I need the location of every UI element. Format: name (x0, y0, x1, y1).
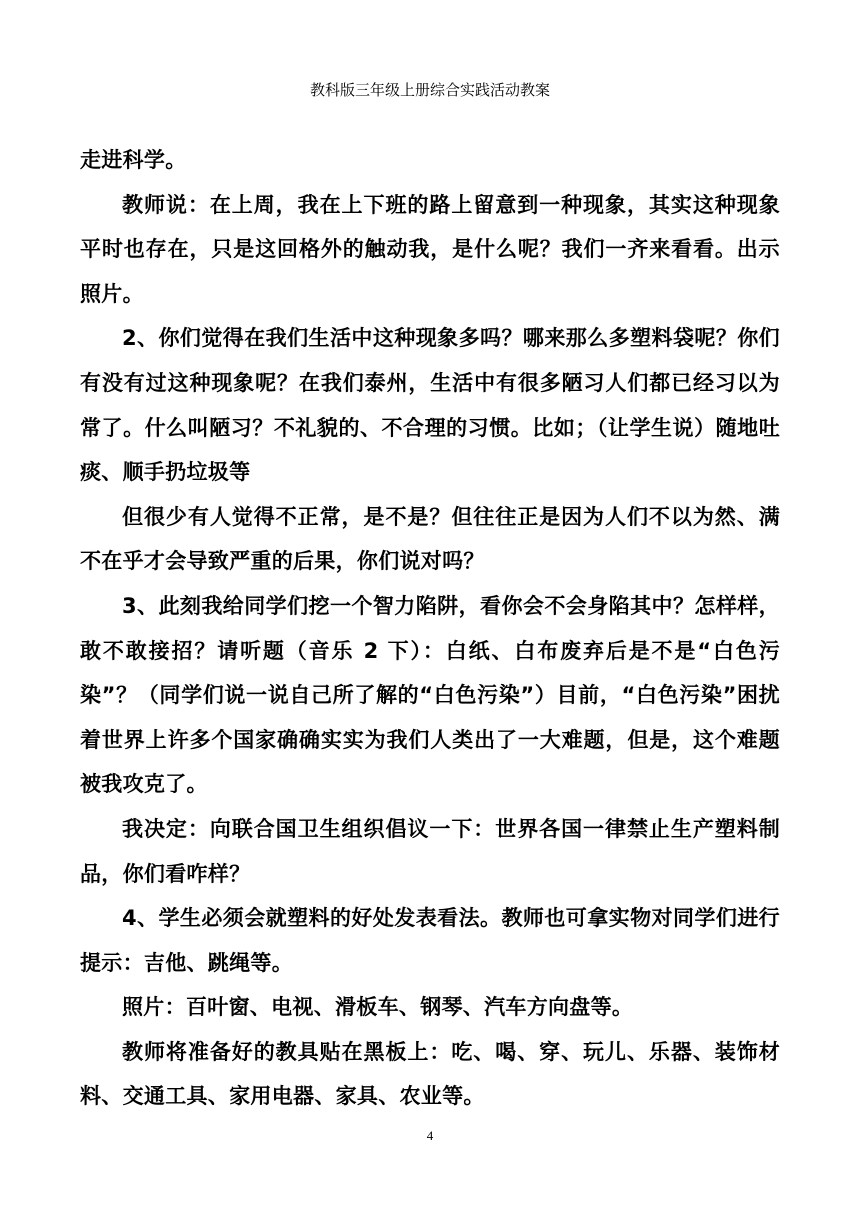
paragraph: 4、学生必须会就塑料的好处发表看法。教师也可拿实物对同学们进行提示：吉他、跳绳等。 (80, 906, 780, 975)
paragraph: 我决定：向联合国卫生组织倡议一下：世界各国一律禁止生产塑料制品，你们看咋样？ (80, 816, 780, 886)
document-body (80, 138, 780, 1119)
paragraph: 3、此刻我给同学们挖一个智力陷阱，看你会不会身陷其中？怎样样，敢不敢接招？请听题（音乐 2 下）：白纸、白布废弃后是不是“白色污染”？（同学们说一说自己所了解的“白色污染”）目前，“白色污染”困扰着世界上许多个国家确确实实为我们人类出了一大难题，但是，这个难题被我攻克了。 (80, 593, 780, 797)
paragraph: 照片：百叶窗、电视、滑板车、钢琴、汽车方向盘等。 (122, 995, 634, 1020)
paragraph: 教师将准备好的教具贴在黑板上：吃、喝、穿、玩儿、乐器、装饰材料、交通工具、家用电器、家具、农业等。 (80, 1039, 780, 1109)
page-header: 教科版三年级上册综合实践活动教案 (309, 81, 550, 99)
paragraph: 但很少有人觉得不正常，是不是？但往往正是因为人们不以为然、满不在乎才会导致严重的后果，你们说对吗？ (80, 504, 780, 574)
paragraph: 2、你们觉得在我们生活中这种现象多吗？哪来那么多塑料袋呢？你们有没有过这种现象呢？在我们泰州，生活中有很多陋习人们都已经习以为常了。什么叫陋习？不礼貌的、不合理的习惯。比如；（让学生说）随地吐痰、顺手扔垃圾等 (80, 326, 780, 485)
paragraph: 走进科学。 (80, 148, 187, 172)
paragraph: 教师说：在上周，我在上下班的路上留意到一种现象，其实这种现象平时也存在，只是这回格外的触动我，是什么呢？我们一齐来看看。出示照片。 (80, 192, 780, 306)
page-number: 4 (426, 1128, 434, 1143)
